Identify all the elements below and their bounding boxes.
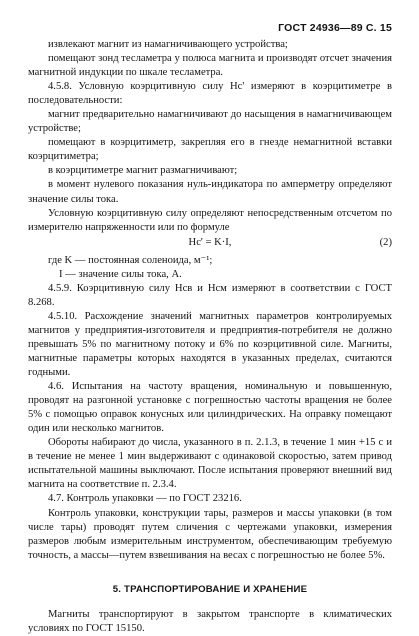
- paragraph: 4.5.10. Расхождение значений магнитных параметров контролируемых магнитов у предприятия-изготовителя и предприятия-потребителя не должно превышать 5% по магнитному потоку и 6% по коэрцитивной силе. Магниты, магнитные параметры которых находятся в указанных пределах, считаются годными.: [28, 310, 392, 379]
- paragraph: 4.5.8. Условную коэрцитивную силу Нс' измеряют в коэрцитиметре в последовательности:: [28, 81, 392, 107]
- section-title: 5. ТРАНСПОРТИРОВАНИЕ И ХРАНЕНИЕ: [112, 583, 308, 595]
- paragraph: 4.5.9. Коэрцитивную силу Нсв и Нсм измеряют в соответствии с ГОСТ 8.268.: [28, 282, 392, 308]
- paragraph: в момент нулевого показания нуль-индикатора по амперметру определяют значение силы тока.: [28, 179, 392, 205]
- paragraph: в коэрцитиметре магнит размагничивают;: [48, 165, 238, 177]
- formula-expression: Hc' = K·I,: [188, 236, 232, 248]
- paragraph: помещают в коэрцитиметр, закрепляя его в гнезде немагнитной вставки коэрцитиметра;: [28, 137, 392, 163]
- paragraph: помещают зонд тесламетра у полюса магнита и производят отсчет значения магнитной индукции по шкале тесламетра.: [28, 53, 392, 79]
- paragraph: Контроль упаковки, конструкции тары, размеров и массы упаковки (в том числе тары) проводят путем сличения с чертежами упаковки, измерения размеров любым измерительным инструментом, обеспечивающим требуемую точность, а массы—путем взвешивания на весах с погрешностью не более 5%.: [28, 507, 392, 561]
- paragraph: магнит предварительно намагничивают до насыщения в намагничивающем устройстве;: [28, 109, 392, 135]
- paragraph: Обороты набирают до числа, указанного в п. 2.1.3, в течение 1 мин +15 с и в течение не менее 1 мин выдерживают с одинаковой скоростью, затем привод испытательной машины выключают. После испытания проверяют внешний вид магнита на соответствие п. 2.3.4.: [28, 437, 392, 491]
- paragraph: 4.7. Контроль упаковки — по ГОСТ 23216.: [48, 493, 242, 505]
- legend-line: I — значение силы тока, А.: [59, 268, 182, 280]
- legend-line: где K — постоянная соленоида, м⁻¹;: [48, 254, 213, 266]
- formula-legend: [28, 254, 392, 282]
- paragraph: Условную коэрцитивную силу определяют непосредственным отсчетом по измерителю напряженности или по формуле: [28, 207, 392, 233]
- paragraph: Магниты транспортируют в закрытом транспорте в климатических условиях по ГОСТ 15150.: [28, 608, 392, 634]
- paragraph: извлекают магнит из намагничивающего устройства;: [48, 39, 288, 50]
- formula: [28, 236, 392, 252]
- page-header: ГОСТ 24936—89 С. 15: [278, 22, 392, 34]
- paragraph: 4.6. Испытания на частоту вращения, номинальную и повышенную, проводят на разгонной установке с погрешностью частоты вращения не более 5% с помощью оправок конусных или цилиндрических. На оправку помещают один или несколько магнитов.: [28, 381, 392, 435]
- document-body: [28, 38, 392, 636]
- formula-number: (2): [379, 236, 392, 248]
